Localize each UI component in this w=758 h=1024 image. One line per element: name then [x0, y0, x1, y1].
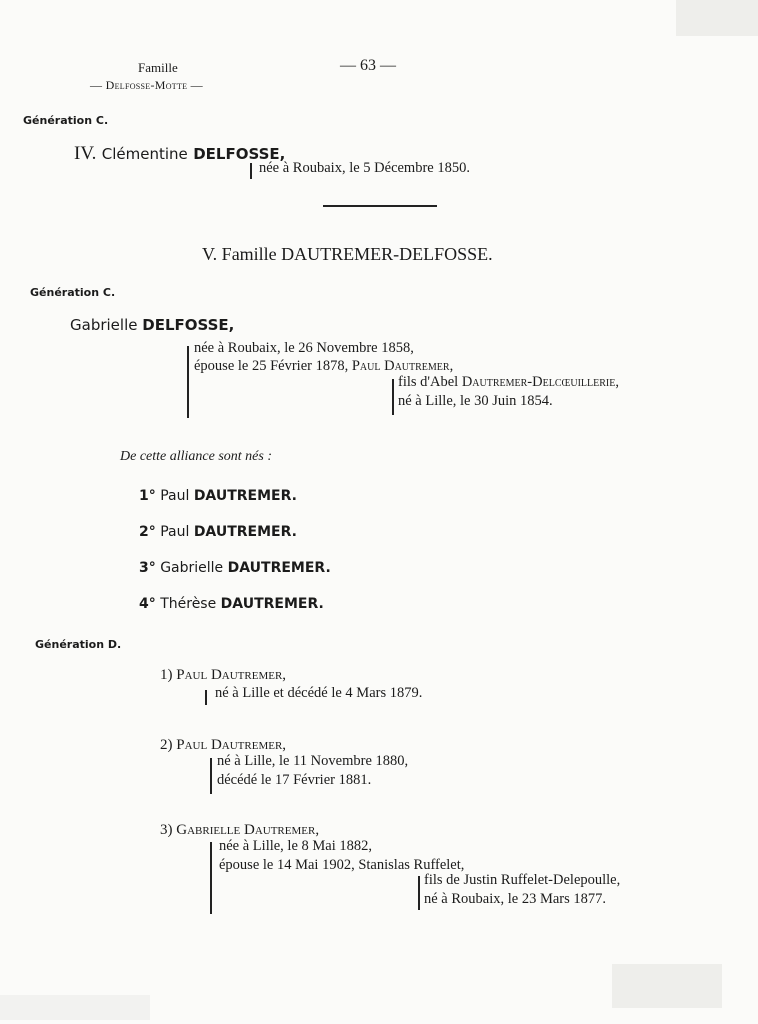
scan-smudge	[612, 964, 722, 1008]
entry-line: né à Lille et décédé le 4 Mars 1879.	[215, 685, 423, 701]
child-ordinal: 3°	[139, 560, 156, 576]
spouse-line: fils de Justin Ruffelet-Delepoulle,	[424, 872, 621, 888]
child-ordinal: 1°	[139, 488, 156, 504]
header-family-name: — Delfosse-Motte —	[90, 78, 203, 92]
heading-given-name: Clémentine	[101, 145, 188, 163]
entry-line: épouse le 14 Mai 1902, Stanislas Ruffelet,	[219, 857, 465, 873]
spouse-line: né à Roubaix, le 23 Mars 1877.	[424, 891, 607, 907]
child-given: Paul	[160, 524, 190, 540]
spouse-father-name: Dautremer-Delcœuillerie,	[461, 374, 619, 390]
marriage-spouse: Paul Dautremer,	[351, 358, 454, 374]
child-surname: DAUTREMER.	[227, 560, 331, 576]
generation-label: Génération C.	[23, 114, 109, 127]
generation-label: Génération C.	[30, 286, 116, 299]
child-surname: DAUTREMER.	[193, 488, 297, 504]
person-given-name: Gabrielle	[70, 316, 138, 334]
birth-line: née à Roubaix, le 26 Novembre 1858,	[194, 340, 414, 356]
child-given: Paul	[160, 488, 190, 504]
child-given: Gabrielle	[160, 560, 224, 576]
bracket-bar	[392, 379, 394, 415]
bracket-bar	[418, 876, 420, 910]
page-number: — 63 —	[340, 57, 396, 74]
heading-surname: DELFOSSE,	[193, 145, 286, 163]
alliance-intro: De cette alliance sont nés :	[120, 449, 273, 464]
section-v-title: V. Famille DAUTREMER-DELFOSSE.	[202, 244, 493, 264]
marriage-date: épouse le 25 Février 1878,	[194, 358, 349, 374]
marriage-line	[194, 358, 453, 375]
scan-smudge	[676, 0, 758, 36]
entry-line: né à Lille, le 11 Novembre 1880,	[217, 753, 409, 769]
generation-label: Génération D.	[35, 638, 122, 651]
entry-line: née à Lille, le 8 Mai 1882,	[219, 838, 373, 854]
spouse-father-line: fils d'Abel Dautremer-Delcœuillerie,	[398, 374, 619, 390]
person-surname: DELFOSSE,	[142, 316, 235, 334]
bracket-bar	[210, 842, 212, 914]
entry-heading: 1) Paul Dautremer,	[160, 667, 287, 683]
entry-heading: 2) Paul Dautremer,	[160, 737, 287, 753]
section-iv-heading	[74, 143, 285, 165]
bracket-bar	[250, 163, 252, 179]
spouse-birth-line: né à Lille, le 30 Juin 1854.	[398, 393, 553, 409]
child-item	[139, 488, 331, 524]
child-surname: DAUTREMER.	[193, 524, 297, 540]
birth-line: née à Roubaix, le 5 Décembre 1850.	[259, 160, 470, 176]
heading-numeral: IV.	[74, 143, 97, 164]
child-item	[139, 560, 331, 596]
entry-heading: 3) Gabrielle Dautremer,	[160, 822, 320, 838]
bracket-bar	[205, 690, 207, 705]
child-given: Thérèse	[160, 596, 217, 612]
header-famille: Famille	[138, 60, 178, 75]
child-ordinal: 4°	[139, 596, 156, 612]
child-surname: DAUTREMER.	[220, 596, 324, 612]
scan-smudge	[0, 995, 150, 1020]
entry-line: décédé le 17 Février 1881.	[217, 772, 372, 788]
child-item	[139, 596, 331, 632]
children-list	[139, 488, 331, 632]
child-item	[139, 524, 331, 560]
bracket-bar	[187, 346, 189, 418]
person-name	[70, 316, 234, 334]
section-divider	[323, 205, 437, 207]
bracket-bar	[210, 758, 212, 794]
child-ordinal: 2°	[139, 524, 156, 540]
